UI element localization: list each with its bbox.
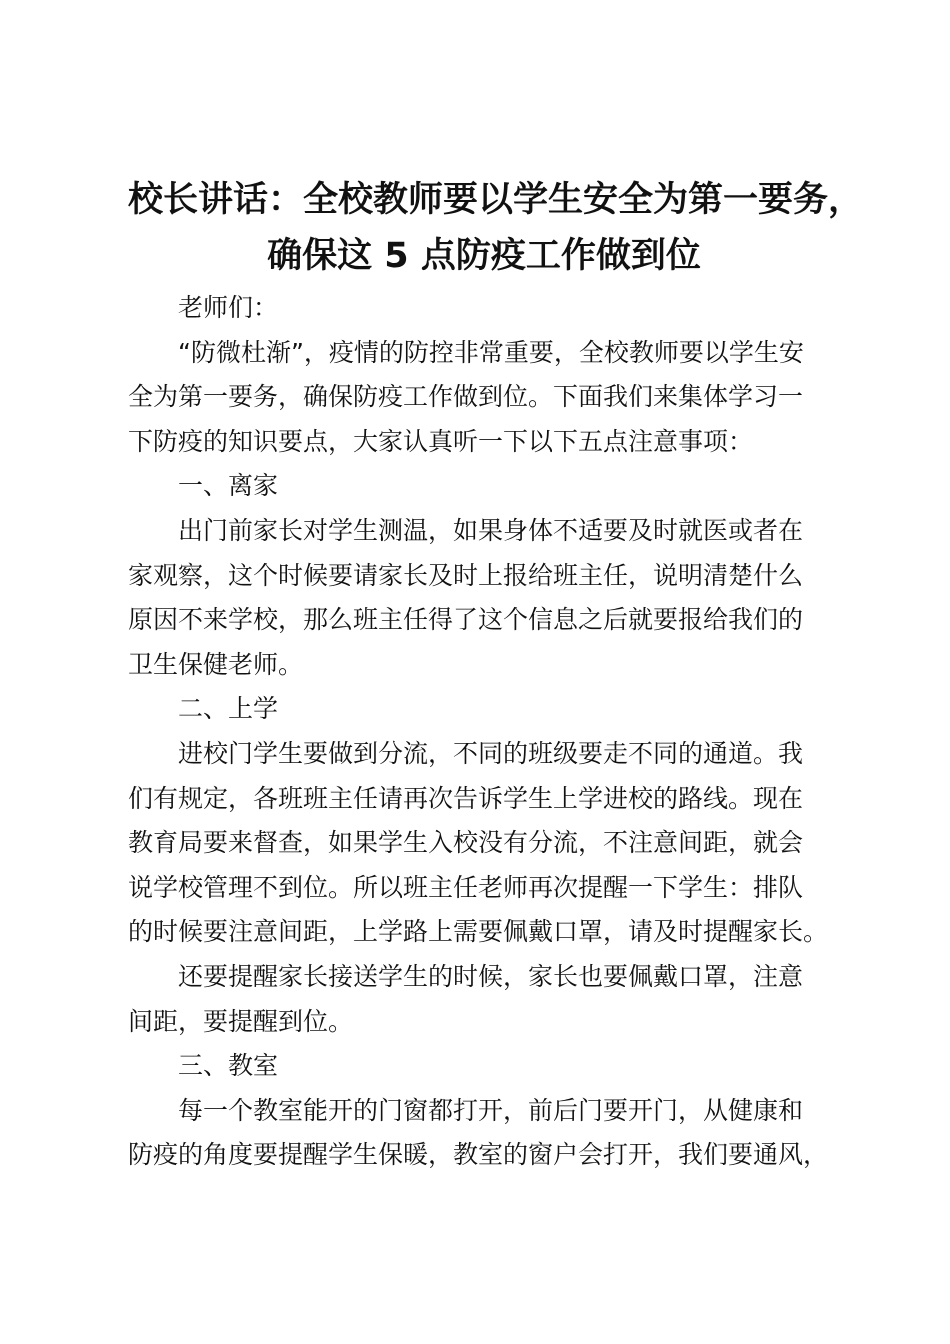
section-heading-leave-home: [128, 464, 840, 509]
leave-home-paragraph: [128, 509, 840, 687]
text-line: 防疫的角度要提醒学生保暖，教室的窗户会打开，我们要通风，: [128, 1140, 829, 1170]
parents-reminder-paragraph: [128, 955, 840, 1044]
text-line: 间距，要提醒到位。: [128, 1006, 354, 1036]
intro-paragraph: [128, 331, 840, 465]
text-line: 下防疫的知识要点，大家认真听一下以下五点注意事项：: [128, 426, 754, 456]
text-line: 原因不来学校，那么班主任得了这个信息之后就要报给我们的: [128, 605, 804, 635]
section-heading-classroom: [128, 1044, 840, 1089]
text-line: 一、离家: [178, 471, 279, 501]
document-page: [128, 172, 864, 1178]
text-line: 全为第一要务，确保防疫工作做到位。下面我们来集体学习一: [128, 382, 804, 412]
text-line: 每一个教室能开的门窗都打开，前后门要开门，从健康和: [178, 1095, 804, 1125]
salutation-paragraph: [128, 286, 840, 331]
document-title: [128, 172, 864, 284]
text-line: 还要提醒家长接送学生的时候，家长也要佩戴口罩，注意: [178, 961, 804, 991]
text-line: 二、上学: [178, 694, 279, 724]
text-line: 说学校管理不到位。所以班主任老师再次提醒一下学生：排队: [128, 872, 804, 902]
text-line: 家观察，这个时候要请家长及时上报给班主任，说明清楚什么: [128, 560, 804, 590]
document-body: [128, 286, 840, 1178]
text-line: 进校门学生要做到分流，不同的班级要走不同的通道。我: [178, 738, 804, 768]
text-line: 卫生保健老师。: [128, 649, 304, 679]
text-line: 的时候要注意间距，上学路上需要佩戴口罩，请及时提醒家长。: [128, 917, 829, 947]
title-line-1: 校长讲话：全校教师要以学生安全为第一要务，: [128, 180, 864, 220]
section-heading-go-to-school: [128, 687, 840, 732]
text-line: “防微杜渐”，疫情的防控非常重要，全校教师要以学生安: [178, 337, 804, 367]
classroom-paragraph: [128, 1089, 840, 1178]
text-line: 老师们：: [178, 293, 279, 322]
text-line: 们有规定，各班班主任请再次告诉学生上学进校的路线。现在: [128, 783, 804, 813]
text-line: 出门前家长对学生测温，如果身体不适要及时就医或者在: [178, 515, 804, 545]
text-line: 教育局要来督查，如果学生入校没有分流，不注意间距，就会: [128, 828, 804, 858]
text-line: 三、教室: [178, 1051, 279, 1081]
go-to-school-paragraph: [128, 732, 840, 955]
title-line-2: 确保这 5 点防疫工作做到位: [267, 236, 701, 276]
